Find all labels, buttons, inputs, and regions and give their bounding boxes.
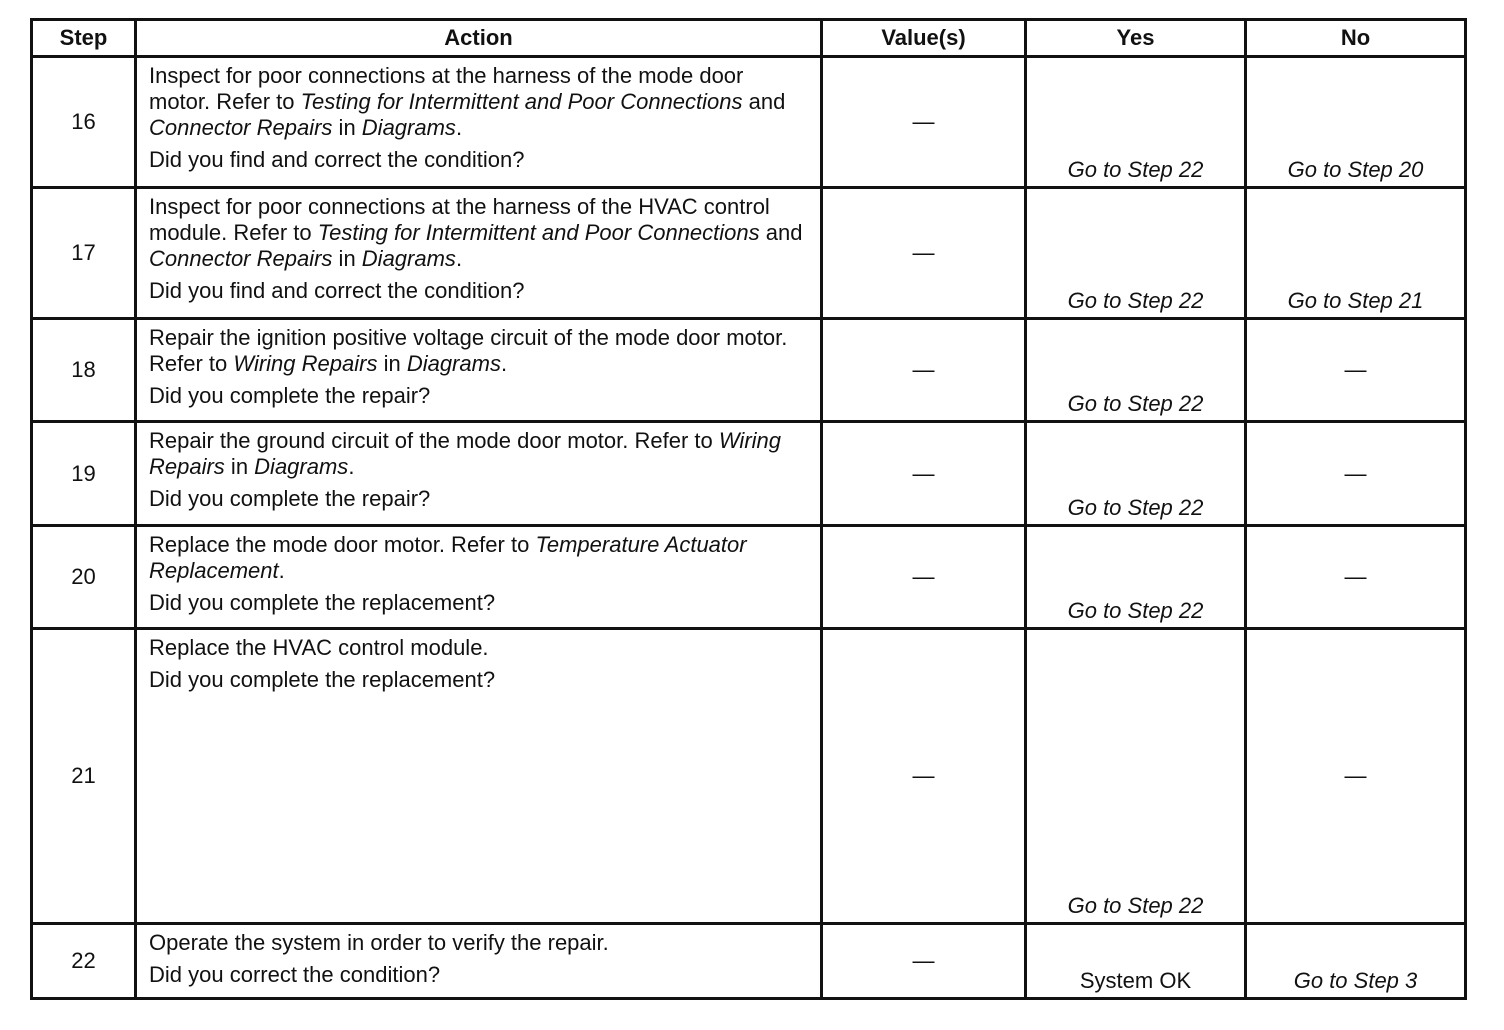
action-instruction: Repair the ignition positive voltage circuit of the mode door motor. Refer to Wiring Repairs in Diagrams. [149,325,788,376]
value-cell: — [822,422,1026,526]
action-cell [136,924,822,999]
no-cell: — [1246,319,1466,422]
action-cell [136,319,822,422]
action-cell [136,57,822,188]
table-row [32,319,1466,422]
step-number: 18 [32,319,136,422]
no-cell: Go to Step 21 [1246,188,1466,319]
step-number: 17 [32,188,136,319]
action-cell [136,422,822,526]
table-row [32,188,1466,319]
step-number: 16 [32,57,136,188]
action-question: Did you correct the condition? [149,962,441,987]
table-row [32,924,1466,999]
action-question: Did you complete the repair? [149,486,431,511]
action-instruction: Inspect for poor connections at the harness of the HVAC control module. Refer to Testing for Intermittent and Poor Connections and Connector Repairs in Diagrams. [149,194,803,271]
step-number: 20 [32,526,136,629]
step-number: 19 [32,422,136,526]
yes-cell: Go to Step 22 [1026,319,1246,422]
value-cell: — [822,188,1026,319]
value-cell: — [822,319,1026,422]
no-cell: — [1246,422,1466,526]
yes-cell: Go to Step 22 [1026,188,1246,319]
yes-cell: System OK [1026,924,1246,999]
action-instruction: Replace the HVAC control module. [149,635,489,660]
value-cell: — [822,526,1026,629]
no-cell: — [1246,629,1466,924]
header-yes: Yes [1026,20,1246,57]
diagnostic-table [30,18,1467,1000]
action-question: Did you complete the repair? [149,383,431,408]
action-cell [136,629,822,924]
yes-cell: Go to Step 22 [1026,57,1246,188]
action-question: Did you complete the replacement? [149,590,496,615]
header-step: Step [32,20,136,57]
yes-cell: Go to Step 22 [1026,526,1246,629]
header-no: No [1246,20,1466,57]
header-row [32,20,1466,57]
no-cell: Go to Step 20 [1246,57,1466,188]
action-instruction: Operate the system in order to verify the repair. [149,930,609,955]
table-row [32,629,1466,924]
action-instruction: Inspect for poor connections at the harness of the mode door motor. Refer to Testing for Intermittent and Poor Connections and Connector Repairs in Diagrams. [149,63,786,140]
yes-cell: Go to Step 22 [1026,629,1246,924]
yes-cell: Go to Step 22 [1026,422,1246,526]
action-instruction: Repair the ground circuit of the mode door motor. Refer to Wiring Repairs in Diagrams. [149,428,782,479]
table-row [32,57,1466,188]
action-cell [136,188,822,319]
no-cell: Go to Step 3 [1246,924,1466,999]
action-question: Did you complete the replacement? [149,667,496,692]
action-question: Did you find and correct the condition? [149,147,525,172]
no-cell: — [1246,526,1466,629]
action-cell [136,526,822,629]
table-row [32,422,1466,526]
step-number: 21 [32,629,136,924]
table-row [32,526,1466,629]
header-action: Action [136,20,822,57]
value-cell: — [822,629,1026,924]
value-cell: — [822,57,1026,188]
header-values: Value(s) [822,20,1026,57]
action-question: Did you find and correct the condition? [149,278,525,303]
step-number: 22 [32,924,136,999]
action-instruction: Replace the mode door motor. Refer to Temperature Actuator Replacement. [149,532,747,583]
value-cell: — [822,924,1026,999]
